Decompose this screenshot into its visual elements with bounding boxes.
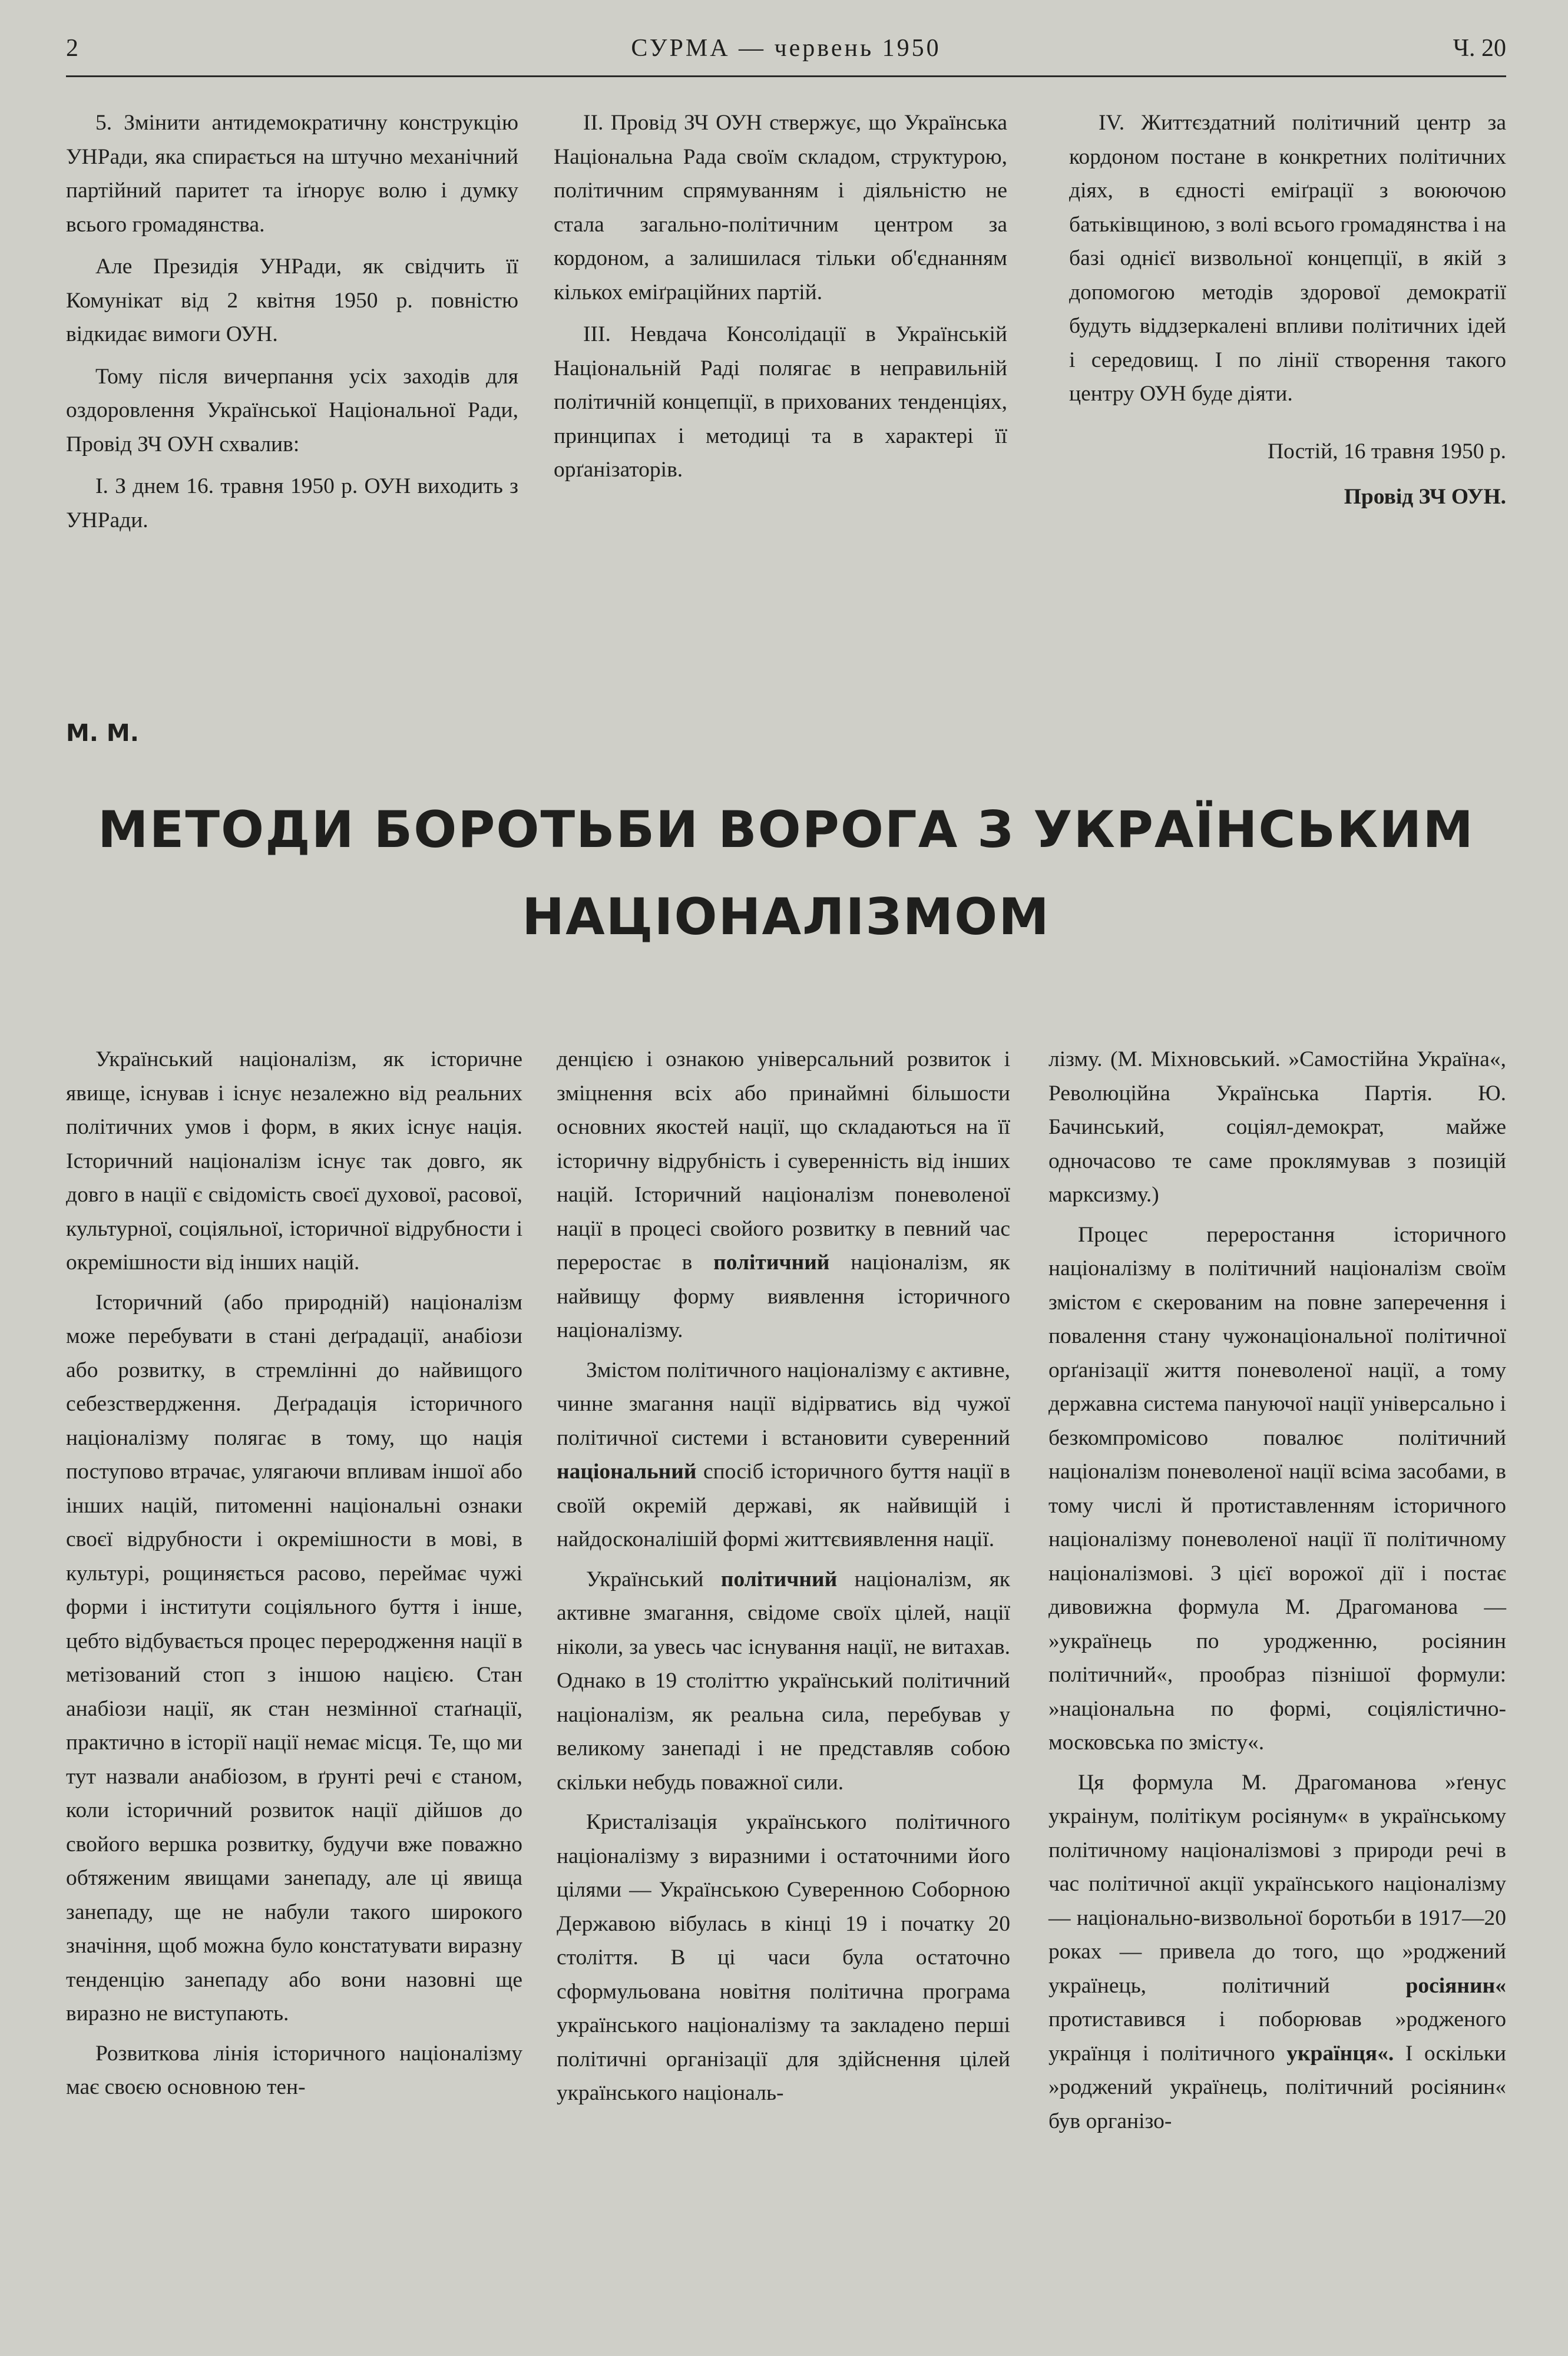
declaration-column-1	[66, 106, 518, 545]
article-column-1	[66, 1043, 522, 2110]
paragraph	[557, 1043, 1010, 1348]
running-header	[66, 34, 1506, 75]
paragraph: IV. Життєздатний політичний центр за кордоном постане в конкретних політичних діях, в єдності еміґрації з воюючою батьківщиною, з волі всього громадянства і на базі однієї визвольної концепції, в якій з допомогою методів здорової демократії будуть віддзеркалені впливи політичних ідей і середовищ. І по лінії створення такого центру ОУН буде діяти.	[1069, 111, 1506, 406]
text-run: націоналізм, як активне змагання, свідоме своїх цілей, нації ніколи, за увесь час існування нації, не витахав. Однако в 19 століттю український політичний націоналізм, як реальна сила, перебував у великому занепаді і не представляв собою скільки небудь поважної сили.	[557, 1567, 1010, 1795]
bold-term: політичний	[713, 1250, 830, 1275]
bold-term: українця«.	[1286, 2041, 1394, 2066]
title-line-1: МЕТОДИ БОРОТЬБИ ВОРОГА З УКРАЇНСЬКИМ	[98, 800, 1474, 859]
text-run: Український	[586, 1567, 704, 1591]
bold-term: національний	[557, 1460, 697, 1484]
paragraph: II. Провід ЗЧ ОУН ствержує, що Українська Національна Рада своїм складом, структурою, політичним спрямуванням і діяльністю не стала загально-політичним центром за кордоном, а залишилася тільки об'єднанням кількох еміґраційних партій.	[554, 111, 1007, 305]
article-title	[66, 786, 1506, 961]
declaration-column-2	[554, 106, 1007, 495]
text-run: Змістом політичного націоналізму є активне, чинне змагання нації відірватись від чужої політичної системи і встановити суверенний	[557, 1358, 1010, 1450]
article-column-3	[1048, 1043, 1506, 2144]
paragraph: III. Невдача Консолідації в Українській Національній Раді полягає в неправильній політичній концепції, в прихованих тенденціях, принципах і методиці та в характері її орґанізаторів.	[554, 322, 1007, 482]
text-run: націоналізм, як найвищу форму виявлення історичного націоналізму.	[557, 1250, 1011, 1342]
bold-term: політичний	[720, 1567, 838, 1591]
text-run: протиставився і поборював »родженого українця і політичного	[1048, 2007, 1506, 2066]
running-title: СУРМА — червень 1950	[631, 35, 941, 62]
place-date: Постій, 16 травня 1950 р.	[1267, 439, 1506, 464]
title-line-2: НАЦІОНАЛІЗМОМ	[522, 888, 1050, 947]
paragraph: 5. Змінити антидемократичну конструкцію УНРади, яка спирається на штучно механічний партійний паритет та іґнорує волю і думку всього громадянства.	[66, 111, 518, 237]
page-number: 2	[66, 35, 78, 62]
paragraph: Тому після вичерпання усіх заходів для оздоровлення Української Національної Ради, Провід ЗЧ ОУН схвалив:	[66, 364, 518, 456]
paragraph: І. З днем 16. травня 1950 р. ОУН виходить з УНРади.	[66, 474, 518, 532]
paragraph: лізму. (М. Міхновський. »Самостійна Україна«, Революційна Українська Партія. Ю. Бачинський, соціял-демократ, майже одночасово те саме проклямував з позицій марксизму.)	[1048, 1047, 1506, 1207]
paragraph: Український націоналізм, як історичне явище, існував і існує незалежно від реальних політичних умов і форм, в яких існує нація. Історичний націоналізм існує так довго, як довго в нації є свідомість своєї духової, расової, культурної, соціяльної, історичної відрубности і окремішности від інших націй.	[66, 1047, 522, 1275]
paragraph	[557, 1354, 1010, 1557]
text-run: спосіб історичного буття нації в своїй окремій державі, як найвищій і найдосконалішій формі життєвиявлення нації.	[557, 1460, 1011, 1551]
article-column-2	[557, 1043, 1010, 2116]
declaration-column-3	[1069, 106, 1506, 522]
signature: Провід ЗЧ ОУН.	[1344, 485, 1506, 509]
text-run: І оскільки »роджений українець, політичний росіянин« був організо-	[1048, 2041, 1506, 2133]
article-author: М. М.	[66, 720, 139, 747]
paragraph: Процес переростання історичного націоналізму в політичний націоналізм своїм змістом є скерованим на повне заперечення і повалення стану чужонаціональної політичної орґанізації життя поневоленої нації, а тому державна система пануючої нації універсально і безкомпромісово повалює політичний націоналізм поневоленої нації всіма засобами, в тому числі й протиставленням історичного націоналізму поневоленої нації її політичному націоналізмові. З цієї ворожої дії і постає дивовижна формула М. Драгоманова — »українець по уродженню, росіянин політичний«, прообраз пізнішої формули: »національна по формі, соціялістично-московська по змісту«.	[1048, 1222, 1506, 1755]
paragraph: Історичний (або природній) націоналізм може перебувати в стані деґрадації, анабіози або розвитку, в стремлінні до найвищого себезствердження. Деґрадація історичного націоналізму полягає в тому, що нація поступово втрачає, улягаючи впливам іншої або інших націй, питоменні національні ознаки своєї відрубности і окремішности в мові, в культурі, рощиняється расово, переймає чужі форми і інститути соціяльного буття і інше, цебто відбувається процес переродження нації в метізований стоп з іншою нацією. Стан анабіози нації, як стан незмінної стаґнації, практично в історії нації немає місця. Те, що ми тут назвали анабіозом, в ґрунті речі є станом, коли історичний розвиток нації дійшов до свойого вершка розвитку, будучи вже поважно обтяженим явищами занепаду, але ці явища занепаду, ще не набули такого широкого значіння, щоб можна було констатувати виразну тенденцію занепаду або вони назовні ще виразно не виступають.	[66, 1290, 522, 2026]
paragraph: Кристалізація українського політичного націоналізму з виразними і остаточними його цілями — Українською Суверенною Соборною Державою вібулась в кінці 19 і початку 20 століття. В ці часи була остаточно сформульована новітня політична програма українського націоналізму та закладено перші політичні організації для здійснення цілей українського національ-	[557, 1810, 1010, 2105]
text-run: денцією і ознакою універсальний розвиток і зміцнення всіх або принаймні більшости основних якостей нації, що складаються на її історичну відрубність і суверенність від інших націй. Історичний націоналізм поневоленої нації в процесі свойого розвитку в певний час переростає в	[557, 1047, 1010, 1275]
paragraph	[1048, 1766, 1506, 2139]
header-rule	[66, 75, 1506, 77]
paragraph: Розвиткова лінія історичного націоналізму має своєю основною тен-	[66, 2041, 522, 2099]
text-run: Ця формула М. Драгоманова »ґенус украінум, політікум росіянум« в українському політичному націоналізмові з природи речі в час політичної акції українського націоналізму — національно-визвольної боротьби в 1917—20 роках — привела до того, що »роджений українець, політичний	[1048, 1770, 1506, 1998]
paragraph	[557, 1563, 1010, 1800]
paragraph: Але Президія УНРади, як свідчить її Комунікат від 2 квітня 1950 р. повністю відкидає вимоги ОУН.	[66, 254, 518, 346]
issue-number: Ч. 20	[1453, 35, 1506, 62]
bold-term: росіянин«	[1405, 1973, 1506, 1998]
